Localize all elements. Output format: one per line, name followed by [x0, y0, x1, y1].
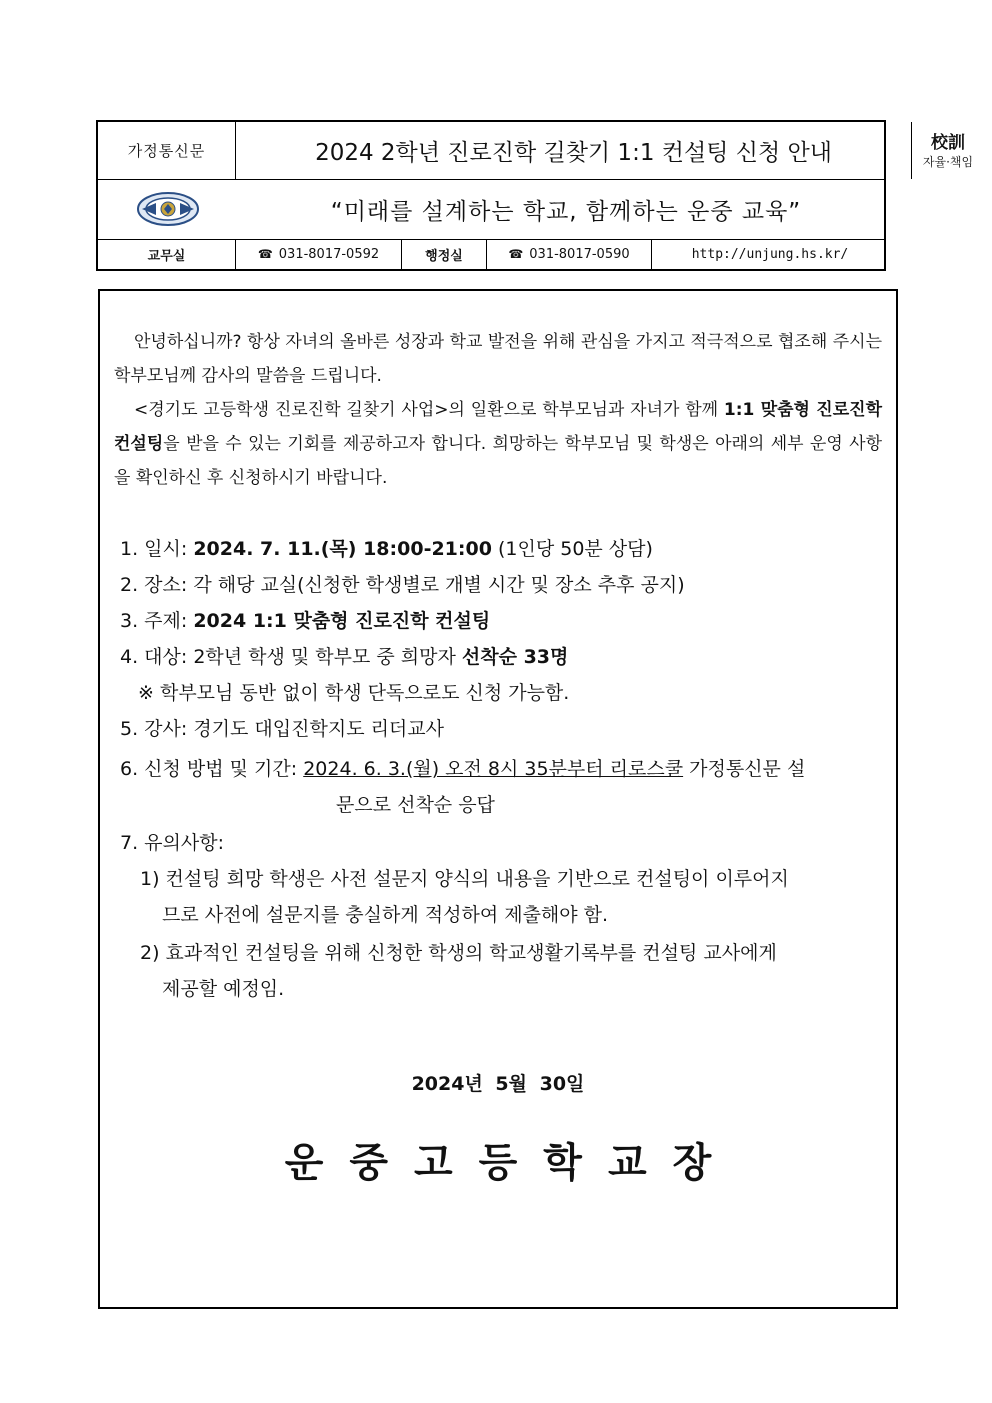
item4-label: 4. 대상: 2학년 학생 및 학부모 중 희망자: [120, 646, 462, 668]
item3-topic: 2024 1:1 맞춤형 진로진학 컨설팅: [193, 610, 491, 632]
note-1: 1) 컨설팅 희망 학생은 사전 설문지 양식의 내용을 기반으로 컨설팅이 이루어지: [140, 868, 789, 890]
item6-period: 2024. 6. 3.(월) 오전 8시 35분부터 리로스쿨: [303, 758, 684, 780]
note-1-cont: 므로 사전에 설문지를 충실하게 적성하여 제출해야 함.: [162, 904, 609, 926]
school-slogan: “미래를 설계하는 학교, 함께하는 운중 교육”: [330, 198, 802, 225]
item-application: [120, 751, 882, 787]
item1-label: 1. 일시:: [120, 538, 194, 560]
admin-phone: [487, 239, 652, 269]
intro-paragraph-1: 안녕하십니까? 항상 자녀의 올바른 성장과 학교 발전을 위해 관심을 가지고 적극적으로 협조해 주시는 학부모님께 감사의 말씀을 드립니다.: [114, 332, 882, 386]
issue-date: 2024년 5월 30일: [411, 1073, 585, 1095]
item6-label: 6. 신청 방법 및 기간:: [120, 758, 304, 780]
intro-paragraph-2: [114, 393, 882, 495]
note-2-cont: 제공할 예정임.: [162, 978, 285, 1000]
office-label: 교무실: [98, 239, 236, 269]
document-type: 가정통신문: [98, 122, 236, 179]
item-target: [120, 639, 882, 675]
letter-body: [98, 289, 898, 1309]
office-phone: [236, 239, 402, 269]
letterhead-title-row: [98, 122, 974, 180]
item-topic: [120, 603, 882, 639]
school-emblem-icon: [136, 189, 200, 229]
item6-method: 가정통신문 설: [683, 758, 806, 780]
letterhead-slogan-row: [98, 179, 884, 240]
item1-note: (1인당 50분 상담): [491, 538, 653, 560]
school-url[interactable]: http://unjung.hs.kr/: [691, 246, 849, 262]
item-notes: 7. 유의사항:: [120, 832, 224, 854]
item1-datetime: 2024. 7. 11.(목) 18:00-21:00: [193, 538, 492, 560]
item4-capacity: 선착순 33명: [461, 646, 569, 668]
document-title: 2024 2학년 진로진학 길찾기 1:1 컨설팅 신청 안내: [315, 140, 832, 166]
item-datetime: [120, 531, 882, 567]
phone-icon: ☎: [257, 247, 273, 261]
phone-icon: ☎: [508, 247, 524, 261]
office-phone-number: 031-8017-0592: [278, 246, 380, 262]
admin-phone-number: 031-8017-0590: [529, 246, 630, 262]
motto-values: 자율·책임: [922, 154, 974, 169]
school-motto: [911, 122, 984, 179]
admin-office-label: 행정실: [402, 239, 487, 269]
item-location: 2. 장소: 각 해당 교실(신청한 학생별로 개별 시간 및 장소 추후 공지): [120, 574, 685, 596]
intro2-highlight: 1:1 맞춤형 진로진학 컨설팅: [114, 400, 882, 454]
principal-signature: 운중고등학교장: [284, 1140, 738, 1186]
motto-title: 校訓: [931, 132, 965, 153]
intro2-text-rest: 을 받을 수 있는 기회를 제공하고자 합니다. 희망하는 학부모님 및 학생은 아래의 세부 운영 사항을 확인하신 후 신청하시기 바랍니다.: [114, 434, 882, 488]
item-application-cont: 문으로 선착순 응답: [336, 794, 495, 816]
note-2: 2) 효과적인 컨설팅을 위해 신청한 학생의 학교생활기록부를 컨설팅 교사에게: [140, 942, 777, 964]
item-target-note: ※ 학부모님 동반 없이 학생 단독으로도 신청 가능함.: [138, 682, 570, 704]
intro2-text: <경기도 고등학생 진로진학 길찾기 사업>의 일환으로 학부모님과 자녀가 함께: [134, 400, 724, 420]
item3-label: 3. 주제:: [120, 610, 194, 632]
letterhead-contact-row: [98, 239, 884, 269]
item-instructor: 5. 강사: 경기도 대입진학지도 리더교사: [120, 718, 444, 740]
letterhead: [96, 120, 974, 271]
